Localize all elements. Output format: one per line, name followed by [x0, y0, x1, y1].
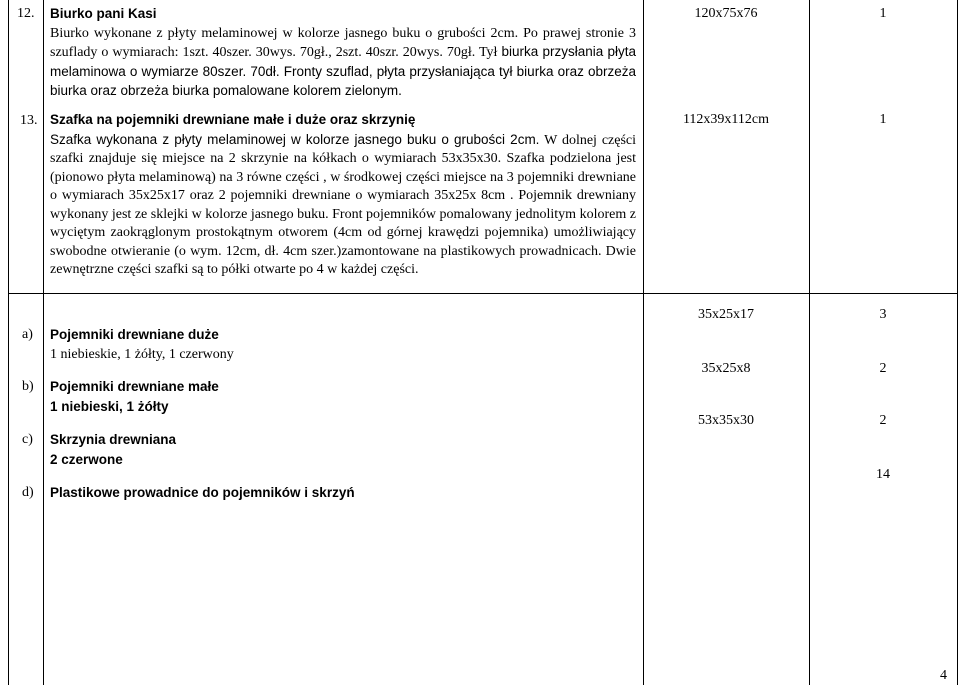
row-12-size: 120x75x76 — [694, 6, 758, 21]
subitem-a-quantity: 3 — [879, 307, 887, 322]
row-13-title: Szafka na pojemniki drewniane małe i duże oraz skrzynię — [50, 112, 416, 127]
row-13-number: 13. — [20, 113, 38, 128]
table-divider-description — [643, 0, 644, 685]
row-12-quantity: 1 — [879, 6, 887, 21]
subitem-a-letter: a) — [22, 327, 33, 342]
row-12-desc-part2: biurka przysłania płyta melaminowa o wymiarze 80szer. 70dł. Fronty szuflad, płyta przysłaniająca tył biurka oraz obrzeża biurka oraz obrzeża biurka pomalowane kolorem zielonym. — [50, 44, 636, 98]
table-border-left — [8, 0, 9, 685]
page-number: 4 — [940, 668, 947, 683]
row-13-description — [50, 111, 636, 280]
subitem-a — [50, 326, 636, 364]
subitem-a-title: Pojemniki drewniane duże — [50, 327, 219, 342]
subitem-d-title: Plastikowe prowadnice do pojemników i skrzyń — [50, 485, 355, 500]
subitem-c-detail: 2 czerwone — [50, 451, 123, 467]
subitem-c-title: Skrzynia drewniana — [50, 432, 177, 447]
row-12-desc-part1: Biurko wykonane z płyty melaminowej w kolorze jasnego buku o grubości 2cm. Po prawej stronie 3 szuflady o wymiarach: 1szt. 40szer. 30wys. 70gł., 2szt. 40szr. 20wys. 70gł. Tył — [50, 25, 636, 60]
subitem-c — [50, 431, 636, 470]
row-12-number: 12. — [17, 6, 35, 21]
subitem-b-title: Pojemniki drewniane małe — [50, 379, 219, 394]
row-12-description — [50, 5, 636, 102]
row-12-title: Biurko pani Kasi — [50, 6, 157, 21]
table-row-divider — [8, 293, 958, 294]
subitem-b-size: 35x25x8 — [701, 361, 751, 376]
subitem-a-size: 35x25x17 — [698, 307, 754, 322]
subitem-b-letter: b) — [22, 379, 34, 394]
subitem-d — [50, 484, 636, 504]
subitem-b-quantity: 2 — [879, 361, 887, 376]
subitem-d-letter: d) — [22, 485, 34, 500]
table-divider-number — [43, 0, 44, 685]
row-13-size: 112x39x112cm — [682, 112, 770, 127]
subitem-d-quantity: 14 — [876, 467, 890, 482]
subitem-c-letter: c) — [22, 432, 33, 447]
table-divider-size — [809, 0, 810, 685]
table-border-right — [957, 0, 958, 685]
subitem-b — [50, 378, 636, 417]
subitem-b-detail: 1 niebieski, 1 żółty — [50, 398, 169, 414]
row-13-quantity: 1 — [879, 112, 887, 127]
subitem-c-quantity: 2 — [879, 413, 887, 428]
row-13-desc-part1: Szafka wykonana z płyty melaminowej w kolorze jasnego buku o grubości 2cm. — [50, 131, 540, 147]
row-13-desc-part2: W dolnej części szafki znajduje się miejsce na 2 skrzynie na kółkach o wymiarach 53x35x30. Szafka podzielona jest (pionowo płyta melaminową) na 3 równe części , w środkowej części miejsce na 3 pojemniki drewniane o wymiarach 35x25x17 oraz 2 pojemniki drewniane o wymiarach 35x25x 8cm . Pojemnik drewniany wykonany jest ze sklejki w kolorze jasnego buku. Front pojemników pomalowany jednolitym kolorem z wyciętym zaokrąglonym prostokątnym otworem (4cm od górnej krawędzi pojemnika) umożliwiający swobodne otwieranie (o wym. 12cm, dł. 4cm szer.)zamontowane na plastikowych prowadnicach. Dwie zewnętrzne części szafki są to półki otwarte po 4 w każdej części. — [50, 132, 637, 277]
subitem-a-detail: 1 niebieskie, 1 żółty, 1 czerwony — [50, 346, 234, 362]
subitem-c-size: 53x35x30 — [698, 413, 754, 428]
